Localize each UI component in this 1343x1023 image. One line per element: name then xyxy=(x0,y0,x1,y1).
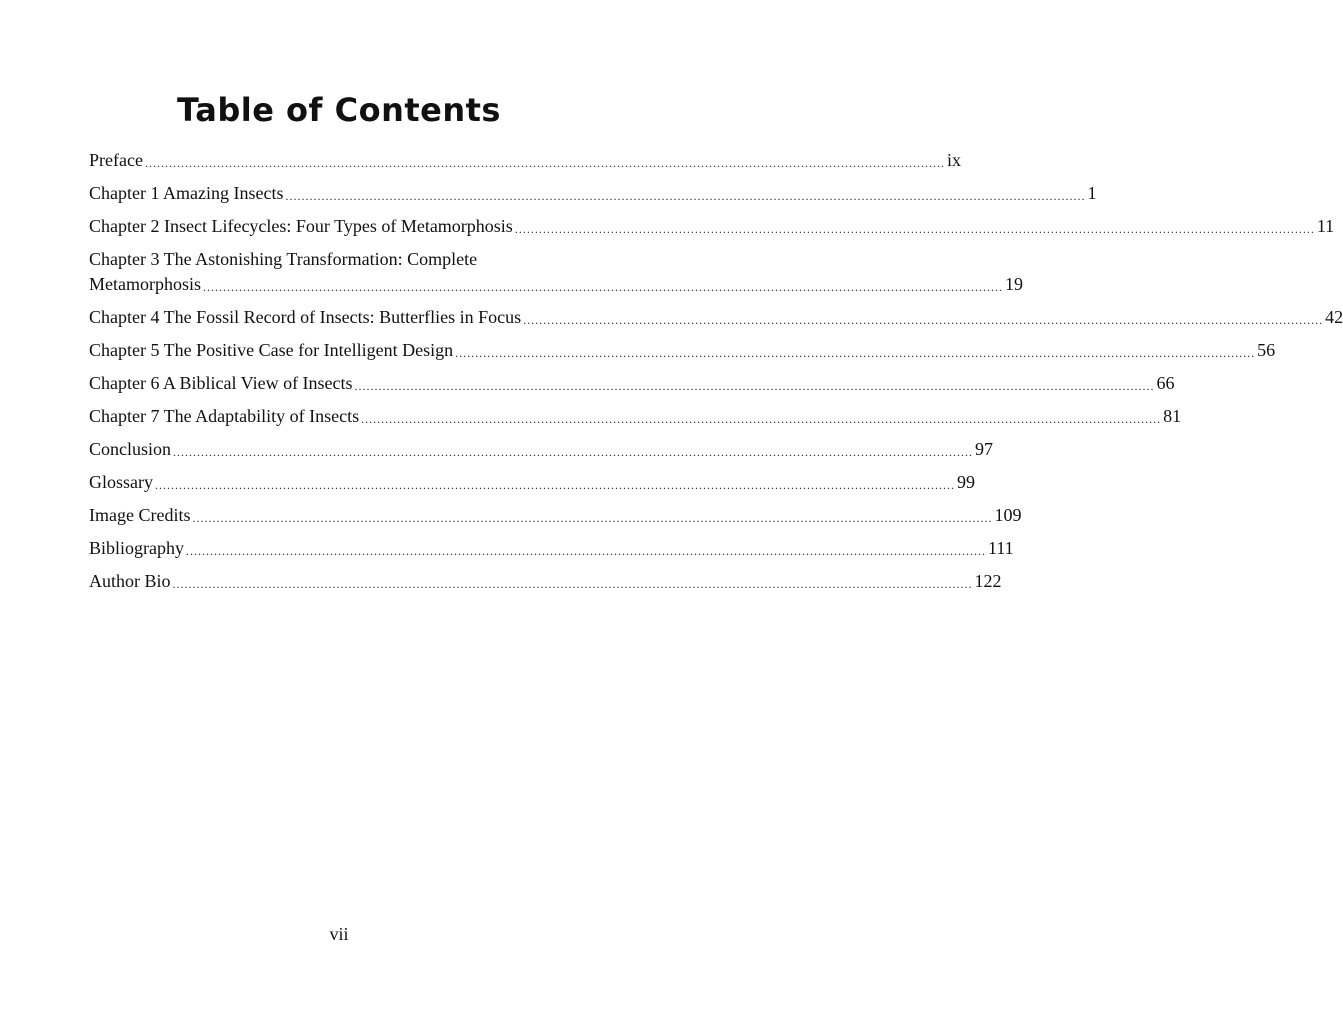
toc-entry-chapter-1[interactable] xyxy=(89,181,1097,206)
toc-entry-title: Image Credits xyxy=(89,505,191,525)
table-of-contents xyxy=(89,148,1343,602)
toc-entry-page: 56 xyxy=(1257,340,1276,360)
page-title: Table of Contents xyxy=(177,91,501,129)
toc-entry-title: Preface xyxy=(89,150,143,170)
toc-entry-title-line-1: Chapter 3 The Astonishing Transformation: Complete xyxy=(89,249,478,269)
toc-entry-title: Conclusion xyxy=(89,439,172,459)
dot-leader: ........................................................................................................................................................................................................ xyxy=(186,544,986,558)
toc-entry-preface[interactable] xyxy=(89,148,961,173)
toc-entry-chapter-4[interactable] xyxy=(89,305,1343,330)
dot-leader: ........................................................................................................................................................................................................ xyxy=(361,412,1162,426)
toc-entry-chapter-6[interactable] xyxy=(89,371,1175,396)
dot-leader: ........................................................................................................................................................................................................ xyxy=(285,189,1086,203)
dot-leader: ........................................................................................................................................................................................................ xyxy=(455,346,1256,360)
page-number: vii xyxy=(329,924,349,944)
toc-entry-title: Chapter 1 Amazing Insects xyxy=(89,183,284,203)
toc-entry-page: 109 xyxy=(994,505,1022,525)
toc-entry-title: Author Bio xyxy=(89,571,171,591)
toc-entry-page: 1 xyxy=(1087,183,1097,203)
dot-leader: ........................................................................................................................................................................................................ xyxy=(173,445,974,459)
dot-leader: ........................................................................................................................................................................................................ xyxy=(523,313,1324,327)
toc-entry-page: 19 xyxy=(1005,274,1023,294)
toc-entry-page: 81 xyxy=(1163,406,1182,426)
toc-entry-image-credits[interactable] xyxy=(89,503,1022,528)
dot-leader: ........................................................................................................................................................................................................ xyxy=(203,280,1003,294)
toc-entry-page: 99 xyxy=(957,472,975,492)
toc-entry-title: Chapter 2 Insect Lifecycles: Four Types of Metamorphosis xyxy=(89,216,513,236)
dot-leader: ........................................................................................................................................................................................................ xyxy=(514,222,1315,236)
toc-entry-page: 97 xyxy=(975,439,994,459)
toc-entry-title: Chapter 5 The Positive Case for Intelligent Design xyxy=(89,340,454,360)
toc-entry-title-line-2: Metamorphosis xyxy=(89,274,201,294)
dot-leader: ........................................................................................................................................................................................................ xyxy=(172,577,973,591)
toc-entry-page: 111 xyxy=(988,538,1014,558)
dot-leader: ........................................................................................................................................................................................................ xyxy=(144,156,945,170)
toc-entry-page: 122 xyxy=(974,571,1002,591)
dot-leader: ........................................................................................................................................................................................................ xyxy=(155,478,955,492)
toc-entry-chapter-2[interactable] xyxy=(89,214,1335,239)
toc-entry-bibliography[interactable] xyxy=(89,536,1014,561)
toc-entry-glossary[interactable] xyxy=(89,470,975,495)
toc-entry-title: Chapter 4 The Fossil Record of Insects: Butterflies in Focus xyxy=(89,307,522,327)
toc-entry-title: Chapter 7 The Adaptability of Insects xyxy=(89,406,360,426)
toc-entry-title: Chapter 6 A Biblical View of Insects xyxy=(89,373,353,393)
toc-entry-author-bio[interactable] xyxy=(89,569,1002,594)
toc-entry-chapter-5[interactable] xyxy=(89,338,1276,363)
toc-entry-conclusion[interactable] xyxy=(89,437,994,462)
toc-entry-page: 66 xyxy=(1156,373,1175,393)
toc-entry-title: Bibliography xyxy=(89,538,184,558)
toc-entry-chapter-7[interactable] xyxy=(89,404,1182,429)
toc-entry-chapter-3[interactable] xyxy=(89,247,1023,297)
toc-entry-title: Glossary xyxy=(89,472,153,492)
dot-leader: ........................................................................................................................................................................................................ xyxy=(192,511,993,525)
toc-entry-page: ix xyxy=(946,150,961,170)
toc-entry-page: 11 xyxy=(1316,216,1335,236)
toc-entry-page: 42 xyxy=(1325,307,1343,327)
dot-leader: ........................................................................................................................................................................................................ xyxy=(354,379,1155,393)
